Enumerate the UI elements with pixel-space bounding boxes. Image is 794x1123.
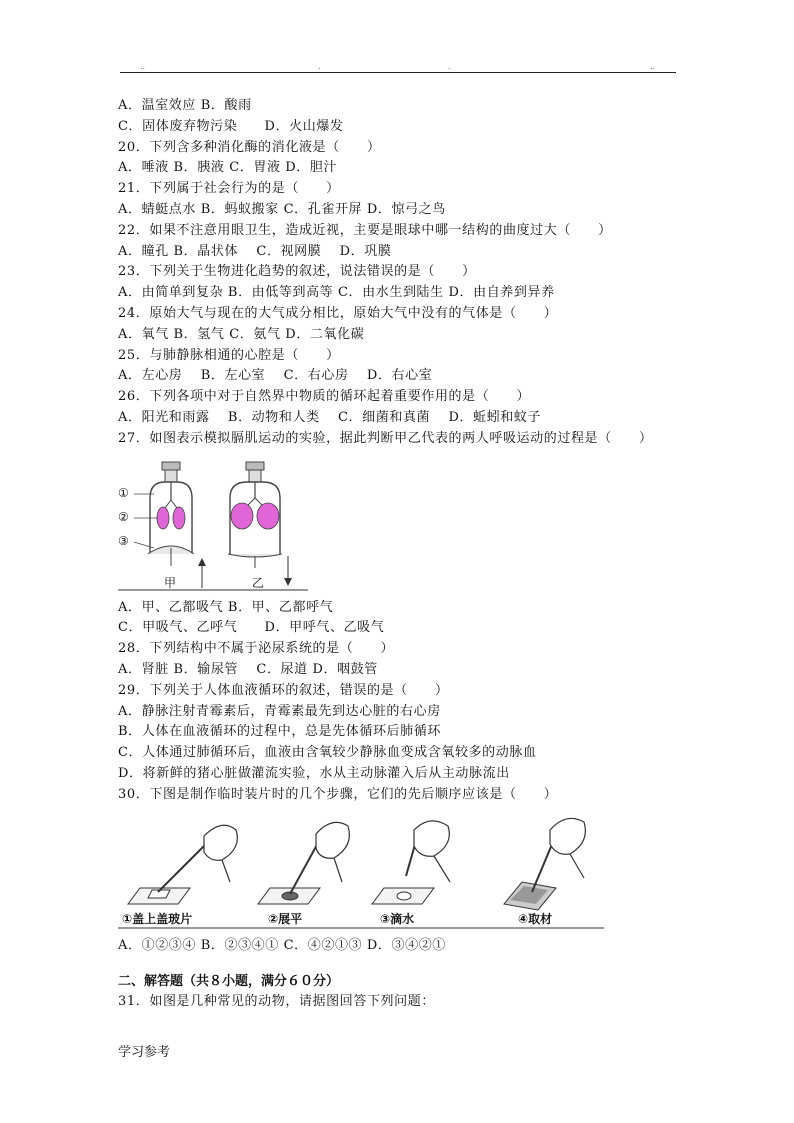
caption-step-1: ①盖上盖玻片 <box>122 911 193 926</box>
text-line: A．①②③④ B．②③④① C．④②①③ D．③④②① <box>118 937 446 953</box>
step-cover-slip-illustration <box>128 825 237 904</box>
arrow-up-icon <box>198 558 206 588</box>
text-line: 22．如果不注意用眼卫生，造成近视，主要是眼球中哪一结构的曲度过大（ ） <box>118 222 612 238</box>
diaphragm-model-illustration <box>118 456 308 594</box>
header-mark-2: . <box>318 62 321 71</box>
marker-2: ② <box>118 509 129 524</box>
text-line: A．甲、乙都吸气 B．甲、乙都呼气 <box>118 599 334 615</box>
label-yi: 乙 <box>252 575 265 590</box>
figure-diaphragm-model <box>118 456 308 594</box>
questions-19-27 <box>118 96 678 450</box>
text-line: 25．与肺静脉相通的心腔是（ ） <box>118 347 340 363</box>
question-31: 31．如图是几种常见的动物，请据图回答下列问题： <box>118 994 435 1010</box>
marker-1: ① <box>118 485 129 500</box>
question-30-options <box>118 936 678 957</box>
text-line: A．氧气 B．氢气 C．氨气 D．二氧化碳 <box>118 326 365 342</box>
text-line: C．固体废弃物污染 D．火山爆发 <box>118 118 344 134</box>
caption-step-4: ④取材 <box>518 911 553 926</box>
header-rule <box>120 72 676 73</box>
text-line: A．唾液 B．胰液 C．胃液 D．胆汁 <box>118 160 338 176</box>
text-line: B．人体在血液循环的过程中，总是先体循环后肺循环 <box>118 724 441 740</box>
questions-27-30 <box>118 598 678 806</box>
text-line: A．静脉注射青霉素后，青霉素最先到达心脏的右心房 <box>118 703 441 719</box>
text-line: A．温室效应 B．酸雨 <box>118 98 252 113</box>
text-line: 28．下列结构中不属于泌尿系统的是（ ） <box>118 641 395 657</box>
text-line: A．肾脏 B．输尿管 C．尿道 D．咽鼓管 <box>118 661 378 677</box>
text-line: 30．下图是制作临时装片时的几个步骤，它们的先后顺序应该是（ ） <box>118 786 558 802</box>
step-flatten-illustration <box>258 822 349 904</box>
step-drop-water-illustration <box>372 820 450 903</box>
text-line: 26．下列各项中对于自然界中物质的循环起着重要作用的是（ ） <box>118 389 531 405</box>
step-take-material-illustration <box>504 818 585 910</box>
figure-slide-steps <box>118 812 604 930</box>
text-line: A．阳光和雨露 B．动物和人类 C．细菌和真菌 D．蚯蚓和蚊子 <box>118 409 542 425</box>
text-line: A．蜻蜓点水 B．蚂蚁搬家 C．孔雀开屏 D．惊弓之鸟 <box>118 201 446 217</box>
text-line: 24．原始大气与现在的大气成分相比，原始大气中没有的气体是（ ） <box>118 305 558 321</box>
text-line: 21．下列属于社会行为的是（ ） <box>118 181 340 197</box>
text-line: 27．如图表示模拟膈肌运动的实验，据此判断甲乙代表的两人呼吸运动的过程是（ ） <box>118 430 653 446</box>
text-line: C．甲吸气、乙呼气 D．甲呼气、乙吸气 <box>118 620 385 636</box>
caption-step-2: ②展平 <box>268 911 303 926</box>
arrow-down-icon <box>284 556 292 586</box>
text-line: A．左心房 B．左心室 C．右心房 D．右心室 <box>118 368 433 384</box>
jar-right <box>228 462 282 568</box>
section-title: 二、解答题（共８小题，满分６０分） <box>118 974 340 990</box>
jar-left <box>148 462 194 566</box>
text-line: 23．下列关于生物进化趋势的叙述，说法错误的是（ ） <box>118 264 476 280</box>
text-line: 20．下列含多种消化酶的消化液是（ ） <box>118 139 381 155</box>
text-line: 29．下列关于人体血液循环的叙述，错误的是（ ） <box>118 682 449 698</box>
header-mark-3: . <box>448 62 451 71</box>
text-line: D．将新鲜的猪心脏做灌流实验，水从主动脉灌入后从主动脉流出 <box>118 765 510 781</box>
text-line: A．瞳孔 B．晶状体 C．视网膜 D．巩膜 <box>118 243 392 259</box>
marker-3: ③ <box>118 533 129 548</box>
header-mark-4: .. <box>650 62 656 71</box>
caption-step-3: ③滴水 <box>380 911 415 926</box>
label-jia: 甲 <box>164 575 177 590</box>
page-content <box>118 96 678 1013</box>
footer-text: 学习参考 <box>118 1045 171 1060</box>
text-line: C．人体通过肺循环后，血液由含氧较少静脉血变成含氧较多的动脉血 <box>118 745 537 761</box>
text-line: A．由简单到复杂 B．由低等到高等 C．由水生到陆生 D．由自养到异养 <box>118 285 555 301</box>
header-mark-1: .. <box>140 62 146 71</box>
